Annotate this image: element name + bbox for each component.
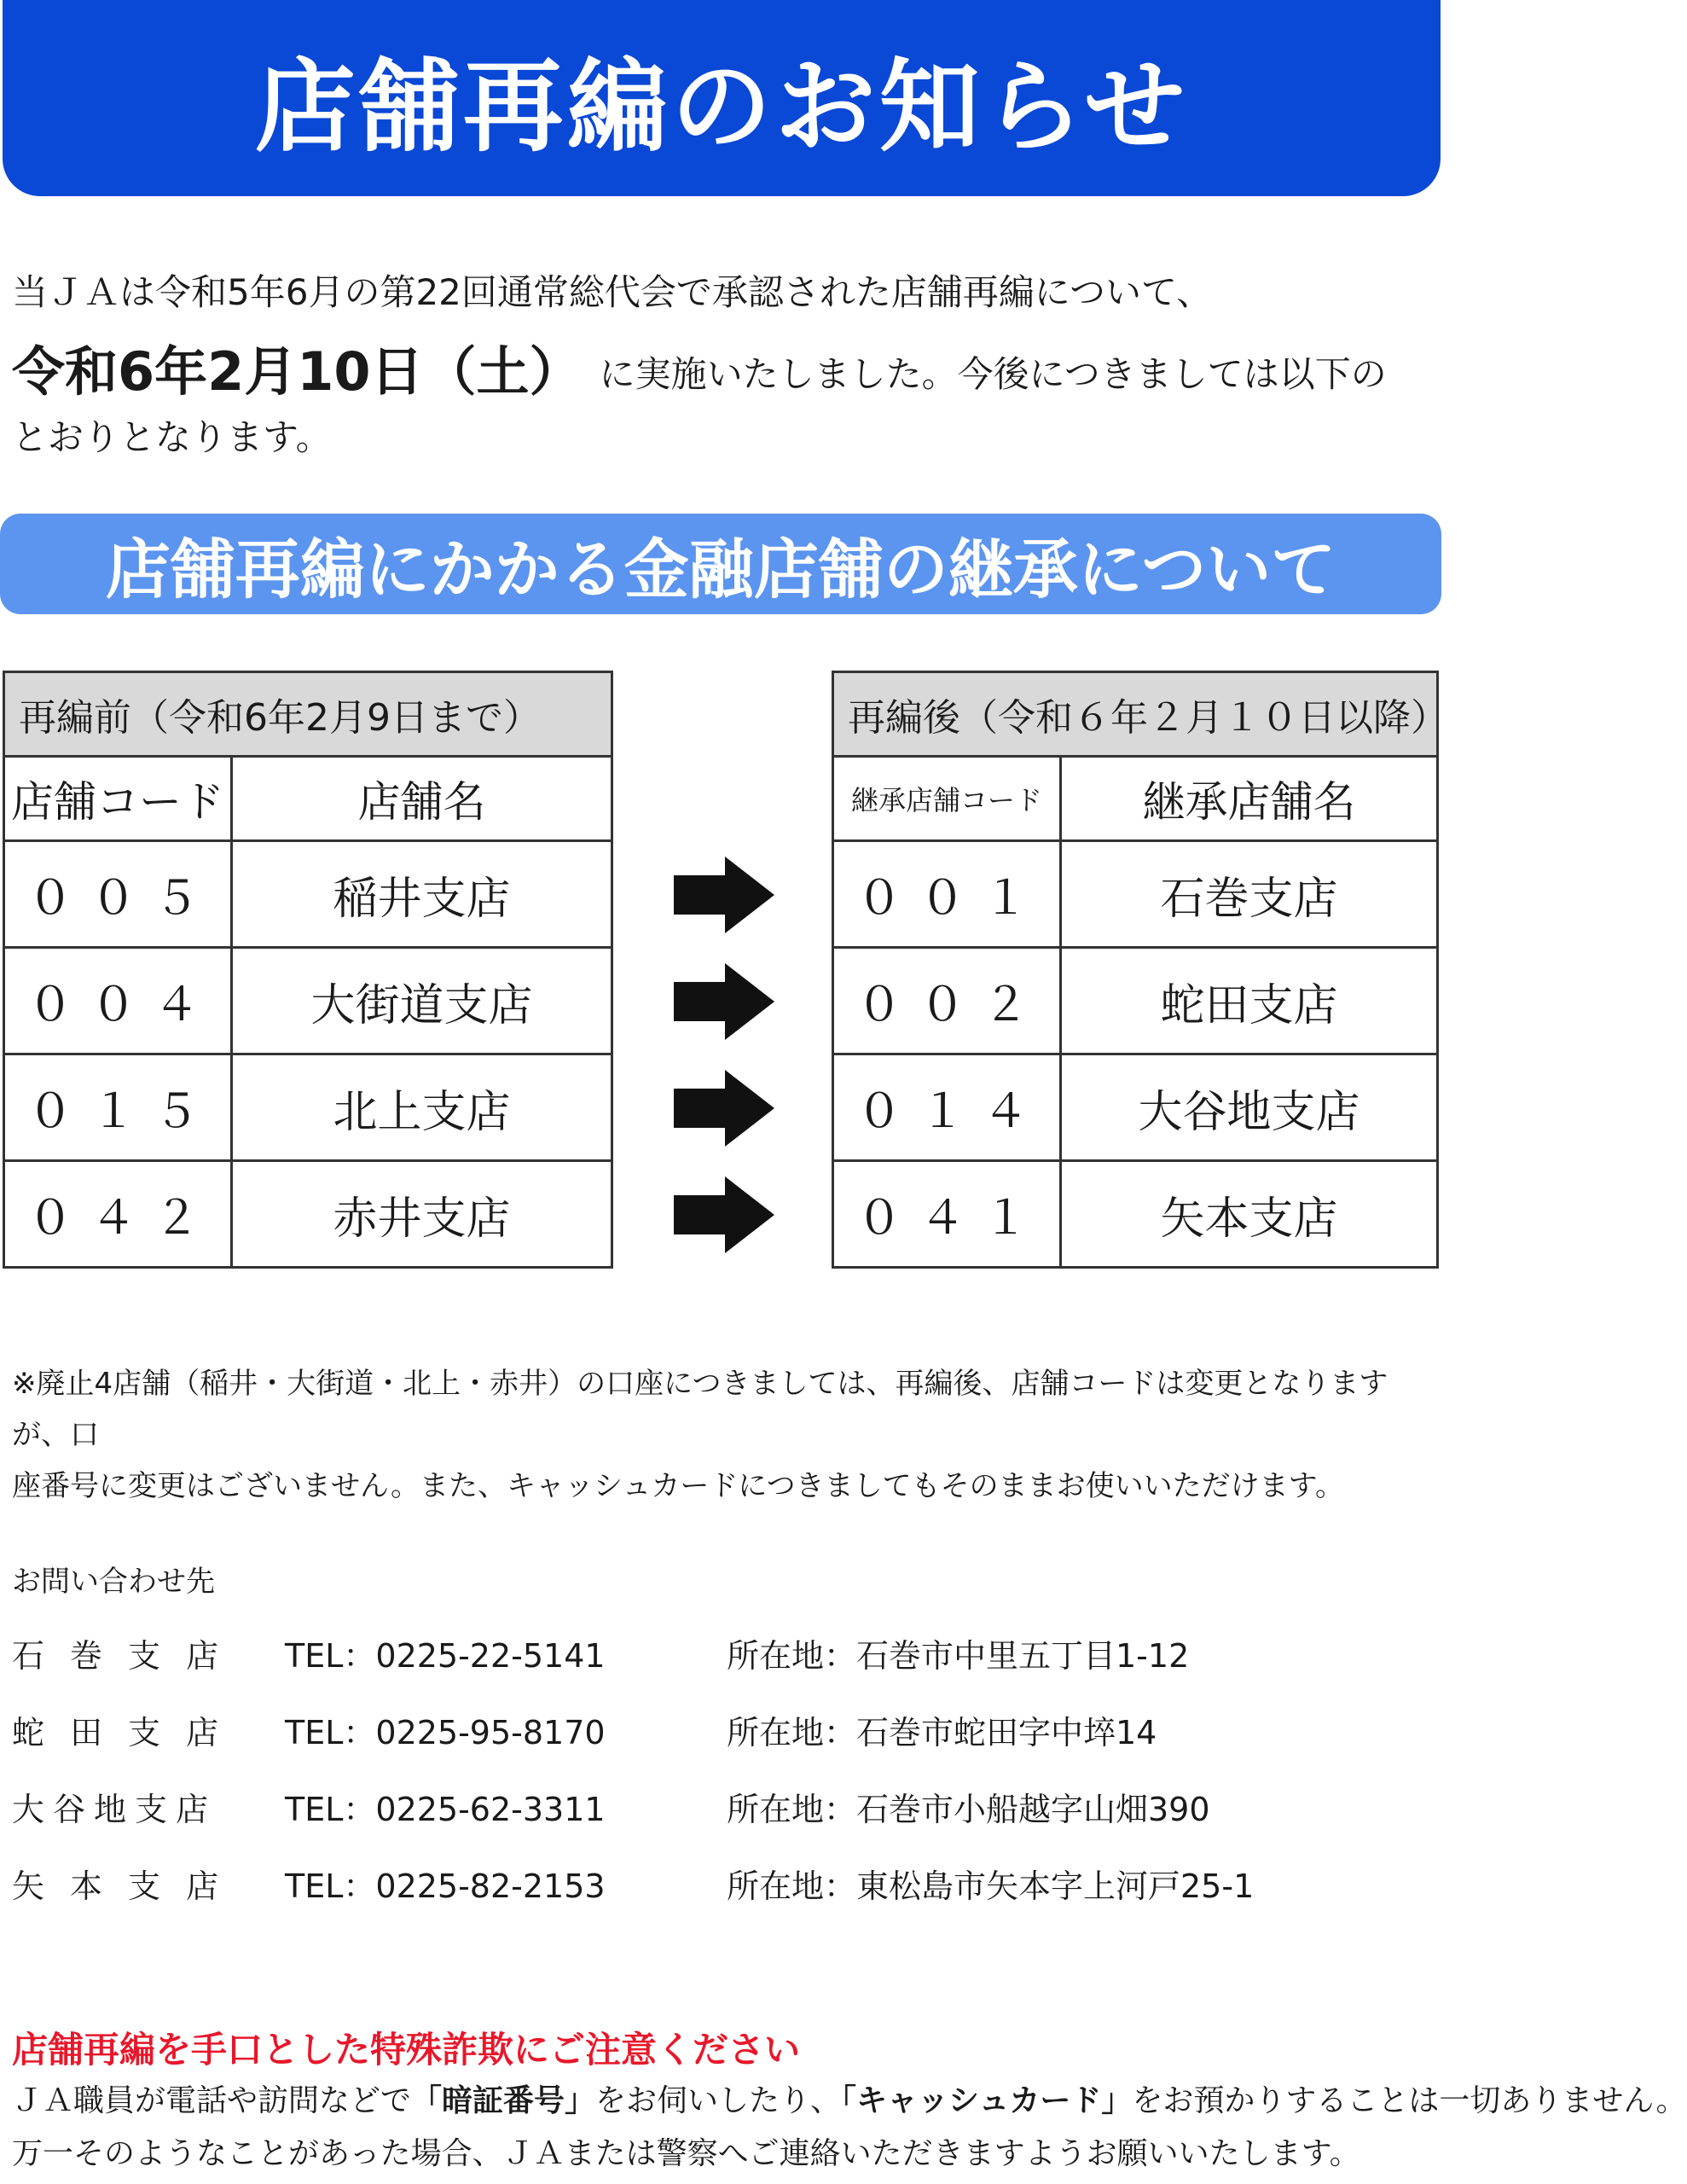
intro-line-3: とおりとなります。 [12,416,332,458]
warning-card-emphasis: 「キャッシュカード」 [841,2083,1133,2118]
store-name: 蛇田支店 [1061,948,1438,1054]
warning-pin-emphasis: 「暗証番号」 [411,2083,596,2118]
contact-tel: TEL：0225-22-5141 [285,1637,606,1675]
table-row [833,948,1438,1054]
right-arrow-icon [674,1070,774,1147]
right-arrow-icon [674,963,774,1040]
before-table [3,671,613,1269]
after-col-code: 継承店舗コード [833,757,1061,841]
contact-tel: TEL：0225-82-2153 [285,1867,606,1905]
account-note [12,1358,1436,1512]
store-code: ０１５ [4,1054,232,1161]
contact-branch: 矢本支店 [12,1867,245,1905]
store-code: ０１４ [833,1054,1061,1161]
contact-tel: TEL：0225-95-8170 [285,1714,606,1751]
implementation-date: 令和6年2月10日（土） [12,340,583,403]
store-name: 赤井支店 [232,1161,612,1268]
table-row [833,1161,1438,1268]
page-title: 店舗再編のお知らせ [254,48,1189,166]
contact-branch: 蛇田支店 [12,1714,245,1751]
store-name: 大谷地支店 [1061,1054,1438,1161]
table-row [4,1161,612,1268]
note-line-2: 座番号に変更はございません。また、キャッシュカードにつきましてもそのままお使いいただけます。 [12,1469,1344,1503]
right-arrow-icon [674,857,774,933]
table-row [833,1054,1438,1161]
store-name: 稲井支店 [232,841,612,948]
store-code: ００１ [833,841,1061,948]
table-row [4,948,612,1054]
warning-text: をお預かりすることは一切ありません。 [1132,2083,1687,2118]
fraud-warning-title: 店舗再編を手口とした特殊詐欺にご注意ください [12,2029,801,2071]
warning-line-2: 万一そのようなことがあった場合、ＪＡまたは警察へご連絡いただきますようお願いいたします。 [12,2136,1360,2171]
after-caption: 再編後（令和６年２月１０日以降） [833,672,1438,757]
contact-address: 所在地：東松島市矢本字上河戸25-1 [727,1867,1255,1905]
intro-line-2 [12,329,1387,405]
store-code: ０４２ [4,1161,232,1268]
store-code: ００４ [4,948,232,1054]
table-row [4,841,612,948]
warning-text: をお伺いしたり、 [595,2083,842,2118]
store-code: ００５ [4,841,232,948]
store-name: 石巻支店 [1061,841,1438,948]
store-code: ００２ [833,948,1061,1054]
contact-branch: 石巻支店 [12,1637,245,1675]
contact-address: 所在地：石巻市中里五丁目1-12 [727,1637,1190,1675]
contact-heading: お問い合わせ先 [12,1565,215,1599]
intro-line-2-rest: に実施いたしました。今後につきましては以下の [599,353,1387,395]
contact-branch: 大谷地支店 [12,1791,217,1828]
after-col-name: 継承店舗名 [1061,757,1438,841]
right-arrow-icon [674,1176,774,1253]
before-col-code: 店舗コード [4,757,232,841]
contact-address: 所在地：石巻市蛇田字中埣14 [727,1714,1157,1751]
store-name: 大街道支店 [232,948,612,1054]
table-row [4,1054,612,1161]
contact-address: 所在地：石巻市小船越字山畑390 [727,1791,1210,1828]
before-caption: 再編前（令和6年2月9日まで） [4,672,612,757]
store-code: ０４１ [833,1161,1061,1268]
warning-text: ＪＡ職員が電話や訪問などで [12,2083,412,2118]
store-name: 矢本支店 [1061,1161,1438,1268]
contact-tel: TEL：0225-62-3311 [285,1791,606,1828]
intro-line-1: 当ＪＡは令和5年6月の第22回通常総代会で承認された店舗再編について、 [12,271,1213,313]
title-banner [3,0,1441,196]
before-col-name: 店舗名 [232,757,612,841]
section-banner [0,514,1441,614]
store-name: 北上支店 [232,1054,612,1161]
note-line-1: ※廃止4店舗（稲井・大街道・北上・赤井）の口座につきましては、再編後、店舗コードは変更となりますが、口 [12,1367,1388,1452]
section-title: 店舗再編にかかる金融店舗の継承について [105,531,1336,607]
warning-line-1 [12,2075,1687,2128]
fraud-warning-body [12,2075,1687,2181]
table-row [833,841,1438,948]
after-table [832,671,1448,1269]
